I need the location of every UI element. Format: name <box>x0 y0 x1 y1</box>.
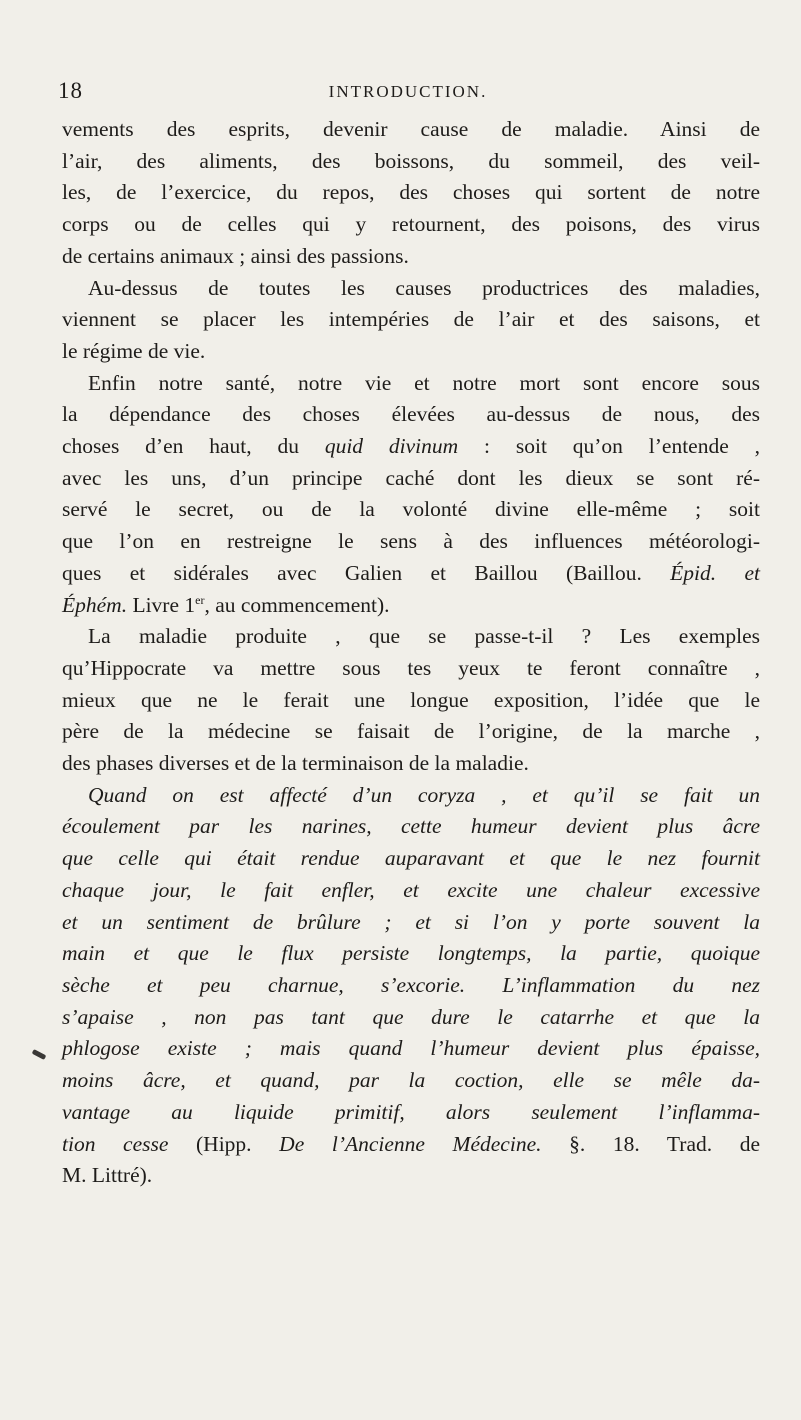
text-line: Quand on est affecté d’un coryza , et qu’il se fait un <box>88 782 760 807</box>
text-line: Enfin notre santé, notre vie et notre mort sont encore sous <box>88 370 760 395</box>
margin-mark <box>32 1049 47 1060</box>
text-line: de certains animaux ; ainsi des passions. <box>62 243 409 268</box>
text-line <box>62 431 760 463</box>
text-line: vantage au liquide primitif, alors seulement l’inflamma- <box>62 1099 760 1124</box>
text-segment: choses d’en haut, du <box>62 434 325 459</box>
text-line: La maladie produite , que se passe-t-il ? Les exemples <box>88 624 760 649</box>
text-line: corps ou de celles qui y retournent, des poisons, des virus <box>62 212 760 237</box>
page-number: 18 <box>58 78 83 103</box>
text-segment: §. 18. Trad. de <box>541 1131 761 1156</box>
body-text <box>62 114 760 1192</box>
text-line: avec les uns, d’un principe caché dont les dieux se sont ré- <box>62 465 760 490</box>
superscript: er <box>195 592 205 607</box>
text-line: vements des esprits, devenir cause de maladie. Ainsi de <box>62 117 760 141</box>
text-line: et un sentiment de brûlure ; et si l’on y porte souvent la <box>62 909 760 934</box>
running-title: INTRODUCTION. <box>328 82 488 101</box>
text-line: père de la médecine se faisait de l’origine, de la marche , <box>62 719 760 744</box>
text-line: le régime de vie. <box>62 338 206 363</box>
text-line: les, de l’exercice, du repos, des choses qui sortent de notre <box>62 180 760 205</box>
text-line: que celle qui était rendue auparavant et que le nez fournit <box>62 846 760 871</box>
text-line: M. Littré). <box>62 1163 153 1188</box>
text-line: servé le secret, ou de la volonté divine elle-même ; soit <box>62 497 760 522</box>
text-segment: Épid. et <box>670 560 760 585</box>
text-segment: Livre 1 <box>127 592 196 617</box>
page-header <box>58 78 758 108</box>
text-segment: tion cesse <box>62 1131 169 1156</box>
text-line: la dépendance des choses élevées au-dessus de nous, des <box>62 402 760 427</box>
text-line: moins âcre, et quand, par la coction, elle se mêle da- <box>62 1068 760 1093</box>
text-segment: : soit qu’on l’entende , <box>458 434 760 459</box>
text-segment: De l’Ancienne Médecine. <box>279 1131 542 1156</box>
text-line: écoulement par les narines, cette humeur devient plus âcre <box>62 814 760 839</box>
text-segment: Éphém. <box>62 592 128 617</box>
text-line: mieux que ne le ferait une longue exposition, l’idée que le <box>62 687 760 712</box>
text-line: viennent se placer les intempéries de l’air et des saisons, et <box>62 307 760 332</box>
text-line: Au-dessus de toutes les causes productrices des maladies, <box>88 275 760 300</box>
text-line <box>62 558 760 590</box>
text-line: phlogose existe ; mais quand l’humeur devient plus épaisse, <box>62 1036 760 1061</box>
text-line <box>62 1129 760 1161</box>
text-line: que l’on en restreigne le sens à des influences météorologi- <box>62 529 760 554</box>
text-segment: , au commencement). <box>204 592 390 617</box>
text-line <box>62 590 760 622</box>
text-line: s’apaise , non pas tant que dure le catarrhe et que la <box>62 1004 760 1029</box>
text-line: sèche et peu charnue, s’excorie. L’inflammation du nez <box>62 972 760 997</box>
text-segment: quid divinum <box>324 434 459 459</box>
text-line: main et que le flux persiste longtemps, la partie, quoique <box>62 941 760 966</box>
text-line: l’air, des aliments, des boissons, du sommeil, des veil- <box>62 148 760 173</box>
text-line: qu’Hippocrate va mettre sous tes yeux te feront connaître , <box>62 655 760 680</box>
text-line: chaque jour, le fait enfler, et excite une chaleur excessive <box>62 877 760 902</box>
text-segment: ques et sidérales avec Galien et Baillou (Baillou. <box>62 560 671 585</box>
text-segment: (Hipp. <box>168 1131 280 1156</box>
text-line: des phases diverses et de la terminaison de la maladie. <box>62 751 529 776</box>
